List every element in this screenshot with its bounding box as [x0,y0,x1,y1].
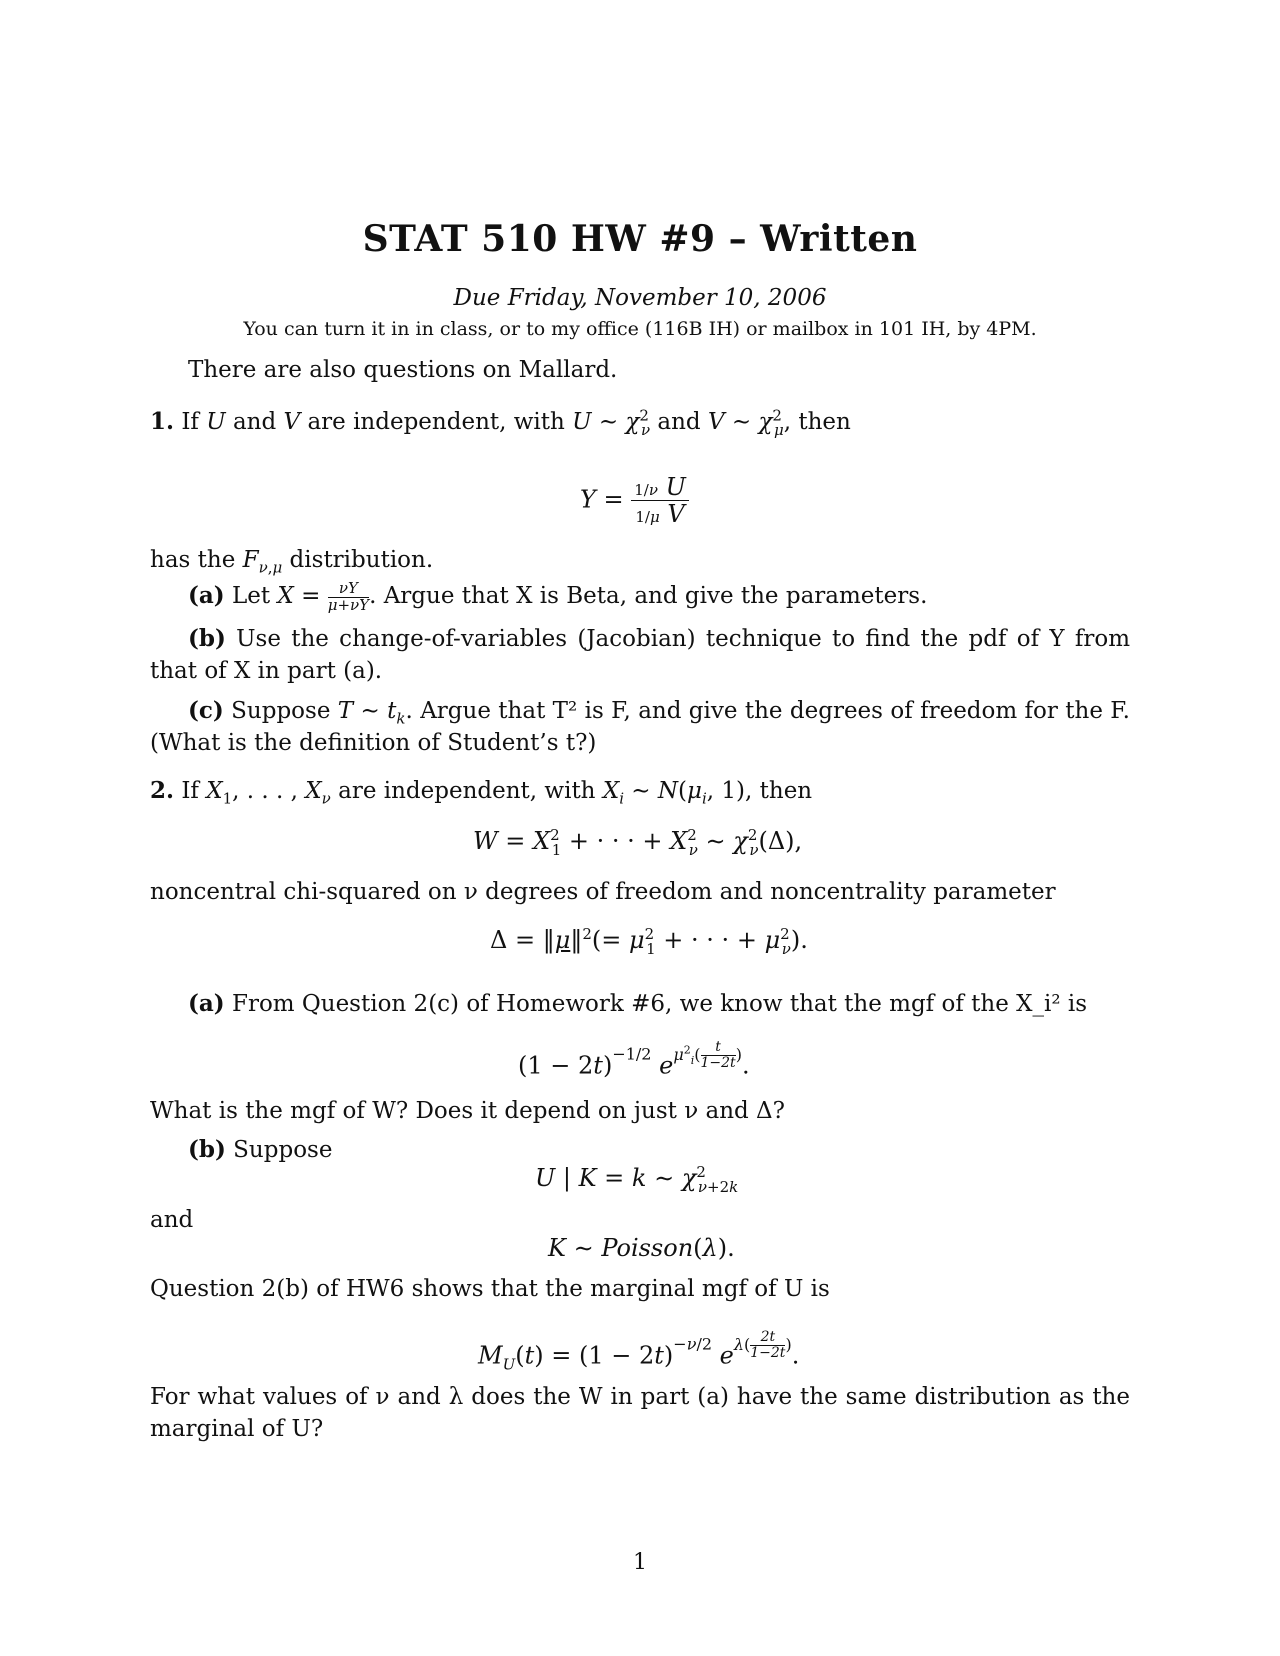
q1-conclusion: has the $F_{\nu,\mu}$ distribution. [150,547,434,577]
q2-equation-poisson: K ∼ Poisson(λ). [548,1234,735,1262]
q1-statement: 1. If U and V are independent, with U ∼ $\chi^2_\nu$ and V ∼ $\chi^2_\mu$, then [150,406,851,439]
q2-mgf-question: What is the mgf of W? Does it depend on just ν and Δ? [150,1098,785,1124]
q1-part-a: (a) Let X = $\frac{\nu Y}{\mu+\nu Y}$ . Argue that X is Beta, and give the parameters. [188,578,928,614]
q2-equation-delta: Δ = ‖μ‖$^2$(= $\mu^2_1$ + · · · + $\mu^2_\nu$). [490,925,808,958]
q2-statement: 2. If $X_1$, . . . , $X_\nu$ are independent, with $X_i$ ∼ $N(\mu_i$, 1), then [150,777,813,808]
q2-part-a: (a) From Question 2(c) of Homework #6, we know that the mgf of the X_i² is [188,990,1088,1017]
intro-text: There are also questions on Mallard. [188,357,618,383]
q1-part-b: (b) Use the change-of-variables (Jacobian) technique to find the pdf of Y from that of X in part (a). [150,625,1131,684]
q1-equation-y: Y = $\frac{\text{1/ν U}}{\text{1/μ V}}$ [580,474,689,528]
q2-and-word: and [150,1207,194,1233]
page-number: 1 [633,1550,647,1575]
q2-number: 2. [150,777,175,804]
q1-part-c: (c) Suppose T ∼ $t_k$. Argue that T² is F, and give the degrees of freedom for the F. (What is the definition of Student’s t?) [150,697,1130,756]
q2-equation-mgf-xi: $(1 - 2t)^{-1/2}$ $e^{\mu^2_i( \frac{t}{1-2t} )}$. [518,1039,750,1080]
due-date: Due Friday, November 10, 2006 [453,285,827,311]
page-title: STAT 510 HW #9 – Written [362,218,918,260]
q2-noncentral-text: noncentral chi-squared on ν degrees of freedom and noncentrality parameter [150,879,1056,905]
q2-final-question: For what values of ν and λ does the W in part (a) have the same distribution as the marginal of U? [150,1384,1130,1442]
turn-in-instructions: You can turn it in in class, or to my office (116B IH) or mailbox in 101 IH, by 4PM. [243,318,1037,340]
q2-equation-conditional: U | K = k ∼ $\chi^2_{\nu+2k}$ [535,1163,739,1196]
q2-equation-marginal-mgf: $M_U(t) = (1 - 2t)^{-\nu/2}$ $e^{\lambda( \frac{2t}{1-2t} )}$. [478,1329,800,1374]
q2-equation-w: $W = X^2_1$ + · · · + $X^2_\nu$ ∼ $\chi^2_\nu(\Delta)$, [473,826,803,859]
q1-number: 1. [150,408,175,435]
q2-marginal-text: Question 2(b) of HW6 shows that the marginal mgf of U is [150,1276,830,1302]
q2-part-b: (b) Suppose [188,1136,333,1163]
